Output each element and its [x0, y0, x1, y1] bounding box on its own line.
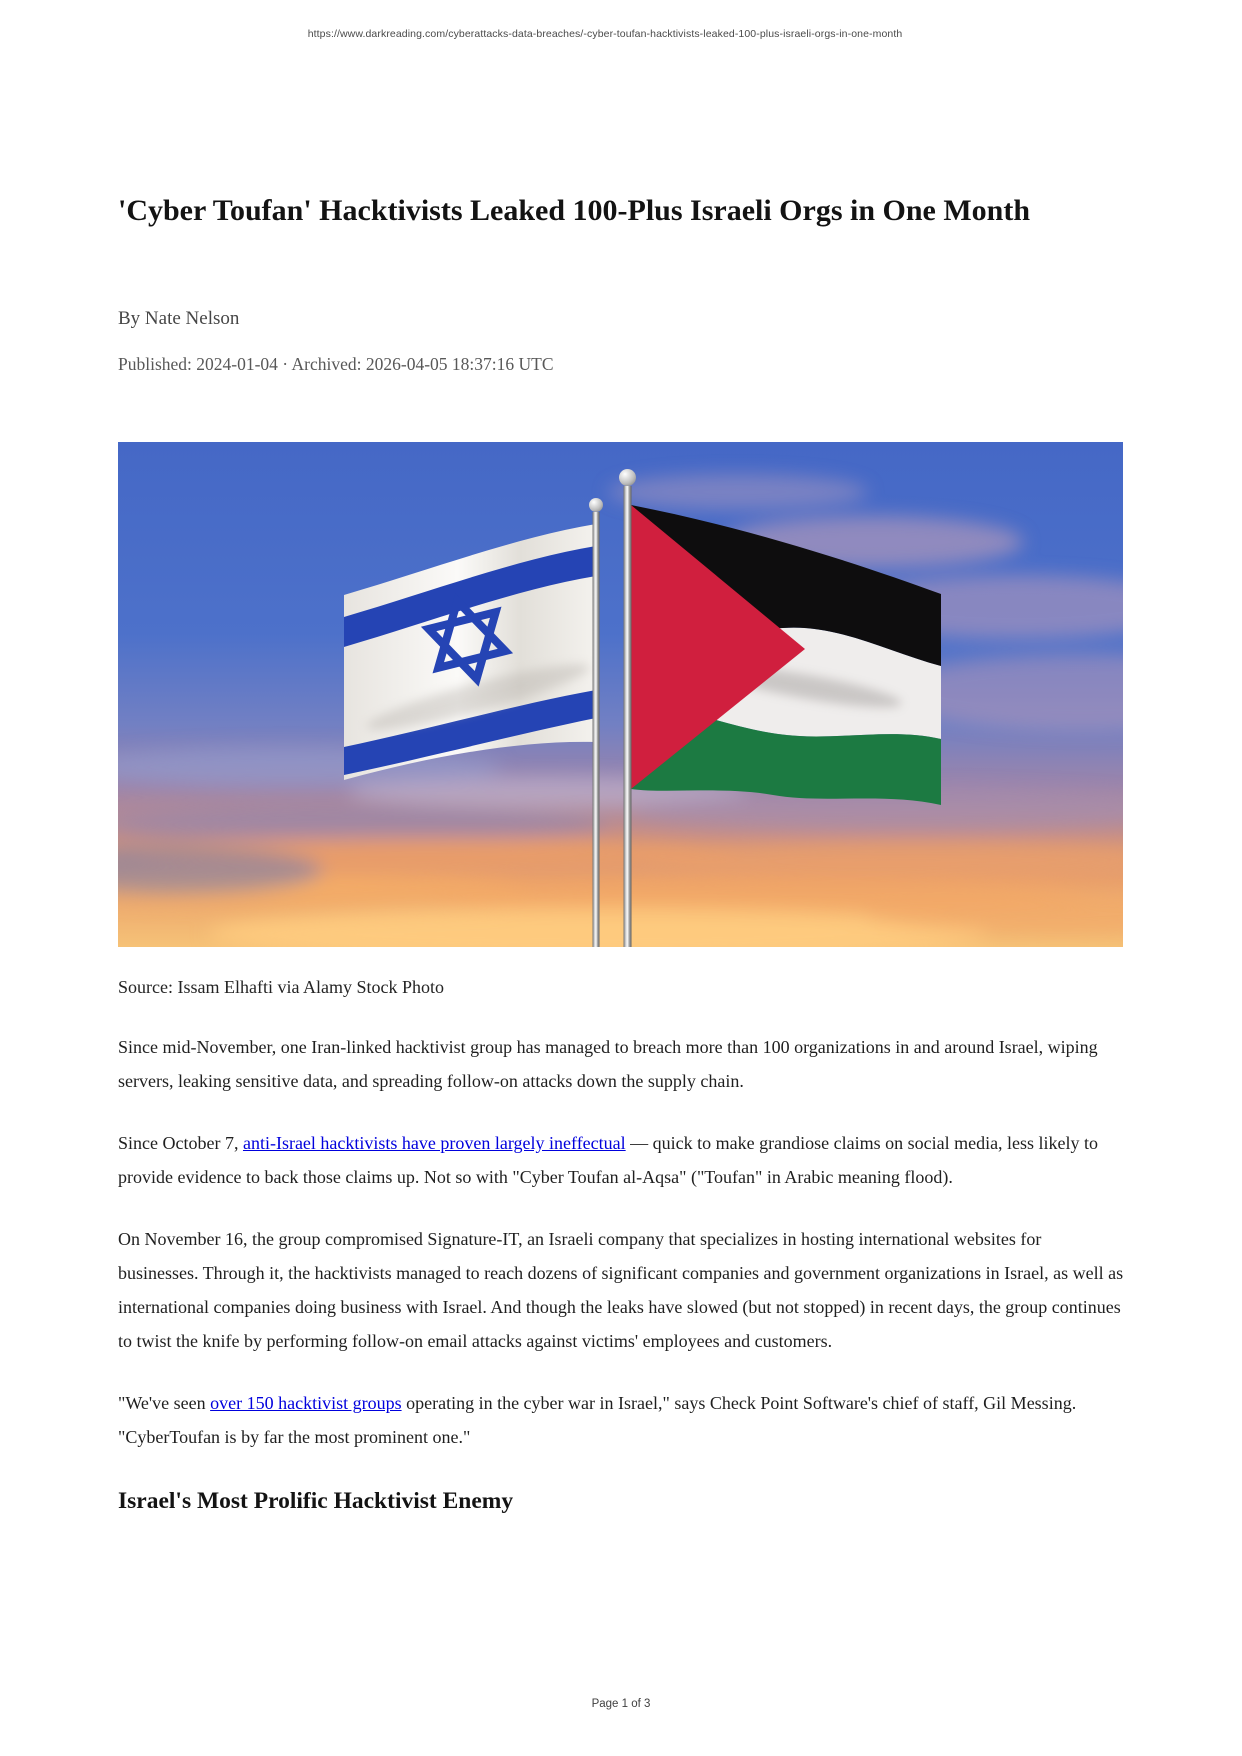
print-header-url: https://www.darkreading.com/cyberattacks-data-breaches/-cyber-toufan-hacktivists-leaked-100-plus-israeli-orgs-in-one-month	[307, 28, 903, 40]
link-over-150-hacktivist-groups[interactable]: over 150 hacktivist groups	[210, 1393, 402, 1413]
article-dateline: Published: 2024-01-04 · Archived: 2026-04-05 18:37:16 UTC	[118, 354, 554, 374]
section-heading: Israel's Most Prolific Hacktivist Enemy	[118, 1488, 514, 1514]
paragraph-3	[118, 1222, 1126, 1358]
article-hero-image	[118, 442, 1123, 947]
article-body	[118, 1030, 1126, 1520]
paragraph-2-pre: Since October 7,	[118, 1133, 243, 1153]
page-number: Page 1 of 3	[591, 1698, 651, 1710]
article-byline: By Nate Nelson	[118, 308, 240, 329]
link-anti-israel-hacktivists[interactable]: anti-Israel hacktivists have proven largely ineffectual	[242, 1133, 626, 1153]
paragraph-4-pre: "We've seen	[118, 1393, 211, 1413]
paragraph-1	[118, 1030, 1126, 1098]
paragraph-2-post: — quick to make grandiose claims on social media, less likely to provide evidence to back those claims up. Not so with "Cyber Toufan al-Aqsa" ("Toufan" in Arabic meaning flood).	[118, 1133, 1099, 1187]
image-source-caption: Source: Issam Elhafti via Alamy Stock Photo	[118, 977, 444, 997]
paragraph-1-text: Since mid-November, one Iran-linked hacktivist group has managed to breach more than 100 organizations in and around Israel, wiping servers, leaking sensitive data, and spreading follow-on attacks down the supply chain.	[118, 1037, 1098, 1091]
paragraph-4-post: operating in the cyber war in Israel," says Check Point Software's chief of staff, Gil Messing. "CyberToufan is by far the most prominent one."	[118, 1393, 1077, 1447]
article-title: 'Cyber Toufan' Hacktivists Leaked 100-Plus Israeli Orgs in One Month	[118, 194, 1031, 227]
paragraph-3-text: On November 16, the group compromised Signature-IT, an Israeli company that specializes in hosting international websites for businesses. Through it, the hacktivists managed to reach dozens of significant companies and government organizations in Israel, as well as international companies doing business with Israel. And though the leaks have slowed (but not stopped) in recent days, the group continues to twist the knife by performing follow-on email attacks against victims' employees and customers.	[118, 1229, 1124, 1351]
israel-palestine-flags-photo	[118, 442, 1123, 947]
paragraph-2	[118, 1126, 1126, 1194]
paragraph-4	[118, 1386, 1126, 1454]
